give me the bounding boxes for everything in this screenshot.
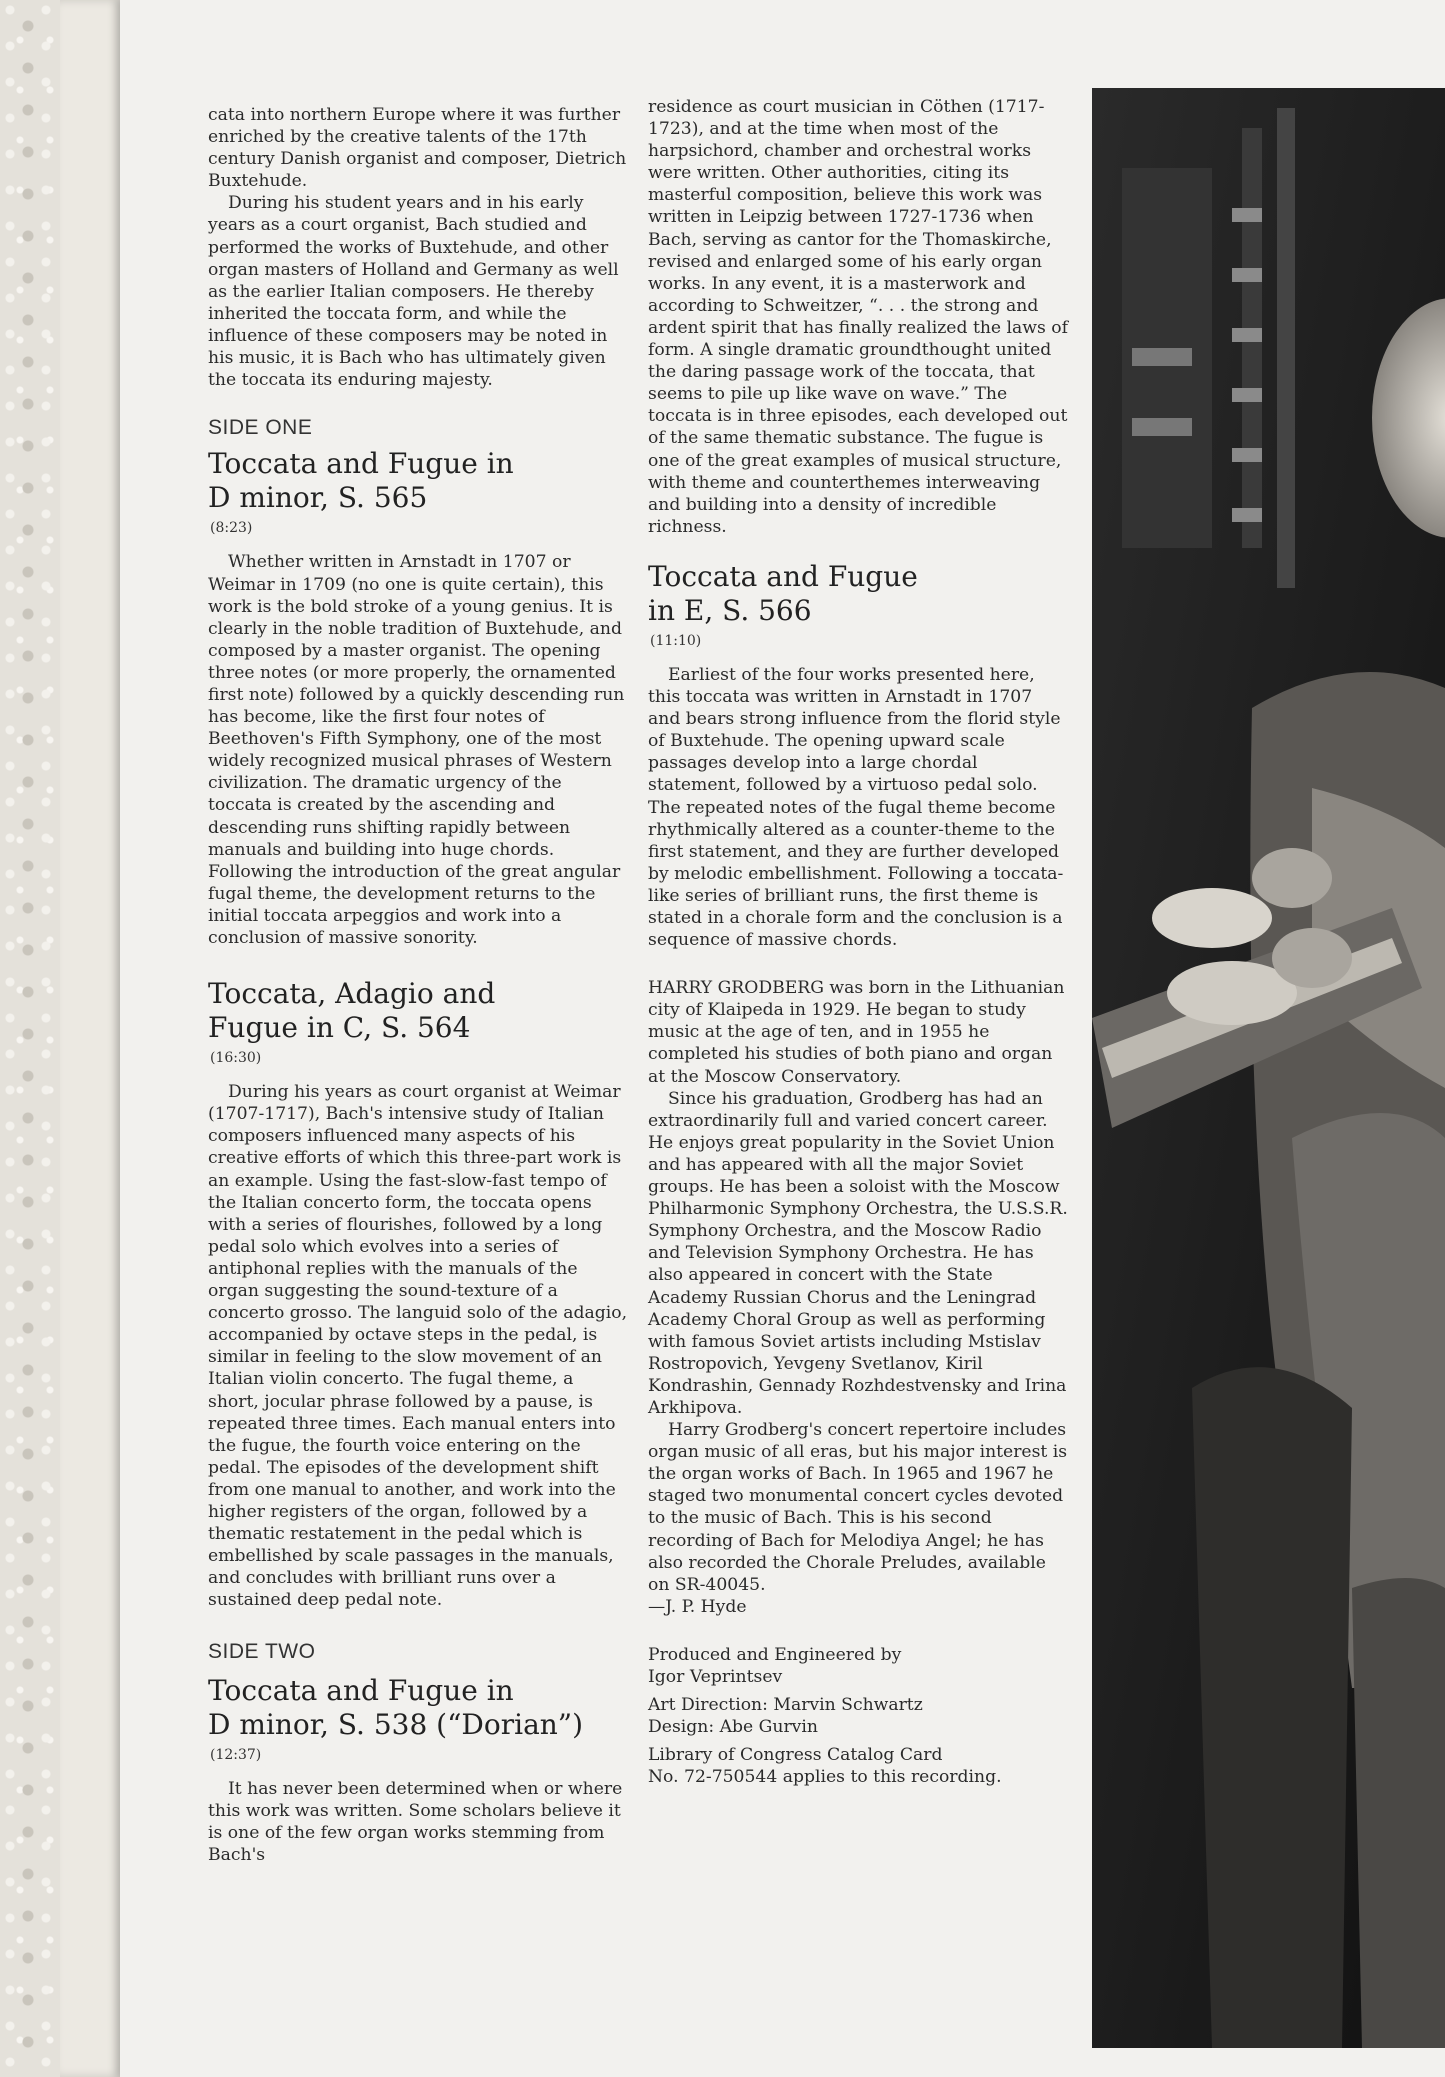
work-description: It has never been determined when or where this work was written. Some scholars believe it is one of the few organ works stemming from Bach's [208,1778,623,1865]
credit-line: Igor Veprintsev [648,1667,783,1687]
work-duration: (11:10) [650,632,702,649]
continued-paragraph: residence as court musician in Cöthen (1717-1723), and at the time when most of the harpsichord, chamber and orchestral works were written. Other authorities, citing its masterful composition, believe this work was written in Leipzig between 1727-1736 when Bach, serving as cantor for the Thomaskirche, revised and enlarged some of his early organ works. In any event, it is a masterwork and according to Schweitzer, “. . . the strong and ardent spirit that has finally realized the laws of form. A single dramatic groundthought united the daring passage work of the toccata, that seems to pile up like wave on wave.” The toccata is in three episodes, each developed out of the same thematic substance. The fugue is one of the great examples of musical structure, with theme and counterthemes interweaving and building into a density of incredible richness. [648,97,1069,537]
credit-line: Design: Abe Gurvin [648,1717,818,1738]
work-title: Toccata and Fugue in [208,447,514,481]
work-title: D minor, S. 538 (“Dorian”) [208,1707,584,1741]
author-signature: —J. P. Hyde [648,1596,747,1617]
bio-paragraph: Since his graduation, Grodberg has had an extraordinarily full and varied concert career. He enjoys great popularity in the Soviet Union and has appeared with all the major Soviet groups. He has been a soloist with the Moscow Philharmonic Symphony Orchestra, the U.S.S.R. Symphony Orchestra, and the Moscow Radio and Television Symphony Orchestra. He has also appeared in concert with the State Academy Russian Chorus and the Leningrad Academy Choral Group as well as performing with famous Soviet artists including Mstislav Rostropovich, Yevgeny Svetlanov, Kiril Kondrashin, Gennady Rozhdestvensky and Irina Arkhipova. [648,1088,1068,1418]
work-description: Whether written in Arnstadt in 1707 or Weimar in 1709 (no one is quite certain), this work is the bold stroke of a young genius. It is clearly in the noble tradition of Buxtehude, and composed by a master organist. The opening three notes (or more properly, the ornamented first note) followed by a quickly descending run has become, like the first four notes of Beethoven's Fifth Symphony, one of the most widely recognized musical phrases of Western civilization. The dramatic urgency of the toccata is created by the ascending and descending runs shifting rapidly between manuals and building into huge chords. Following the introduction of the great angular fugal theme, the development returns to the initial toccata arpeggios and work into a conclusion of massive sonority. [208,552,625,948]
bio-paragraph: Harry Grodberg's concert repertoire includes organ music of all eras, but his major interest is the organ works of Bach. In 1965 and 1967 he staged two monumental concert cycles devoted to the music of Bach. This is his second recording of Bach for Melodiya Angel; he has also recorded the Chorale Preludes, available on SR-40045. [648,1420,1068,1595]
credit-line: Library of Congress Catalog Card [648,1745,943,1766]
work-title: D minor, S. 565 [208,481,428,515]
credit-line: Art Direction: Marvin Schwartz [648,1695,923,1716]
production-credits [648,1644,1068,1789]
bio-paragraph: HARRY GRODBERG was born in the Lithuanian city of Klaipeda in 1929. He began to study music at the age of ten, and in 1955 he completed his studies of both piano and organ at the Moscow Conservatory. [648,978,1065,1087]
work-title: Fugue in C, S. 564 [208,1011,471,1045]
work-duration: (8:23) [210,520,253,537]
work-duration: (16:30) [210,1050,262,1067]
work-title: Toccata, Adagio and [208,977,496,1011]
liner-notes-page [120,0,1445,2077]
credit-line: Produced and Engineered by [648,1644,902,1665]
credit-line: No. 72-750544 applies to this recording. [648,1767,1002,1788]
work-title: Toccata and Fugue [648,559,918,593]
side-one-label: SIDE ONE [208,416,313,440]
organist-portrait-photo [1092,88,1445,2048]
work-description: During his years as court organist at Weimar (1707-1717), Bach's intensive study of Italian composers influenced many aspects of his creative efforts of which this three-part work is an example. Using the fast-slow-fast tempo of the Italian concerto form, the toccata opens with a series of flourishes, followed by a long pedal solo which evolves into a series of antiphonal replies with the manuals of the organ suggesting the sound-texture of a concerto grosso. The languid solo of the adagio, accompanied by octave steps in the pedal, is similar in feeling to the slow movement of an Italian violin concerto. The fugal theme, a short, jocular phrase followed by a pause, is repeated three times. Each manual enters into the fugue, the fourth voice entering on the pedal. The episodes of the development shift from one manual to another, and work into the higher registers of the organ, followed by a thematic restatement in the pedal which is embellished by scale passages in the manuals, and concludes with brilliant runs over a sustained deep pedal note. [208,1082,628,1611]
work-description: Earliest of the four works presented here, this toccata was written in Arnstadt in 1707 and bears strong influence from the florid style of Buxtehude. The opening upward scale passages develop into a large chordal statement, followed by a virtuoso pedal solo. The repeated notes of the fugal theme become rhythmically altered as a counter-theme to the first statement, and they are further developed by melodic embellishment. Following a toccata-like series of brilliant runs, the first theme is stated in a chorale form and the conclusion is a sequence of massive chords. [648,664,1064,951]
portrait-illustration [1092,88,1445,2048]
work-duration: (12:37) [210,1746,262,1763]
intro-paragraph: cata into northern Europe where it was further enriched by the creative talents of the 17th century Danish organist and composer, Dietrich Buxtehude. [208,105,627,192]
middle-column [648,96,1068,1788]
left-column [208,104,628,1866]
intro-paragraph: During his student years and in his early years as a court organist, Bach studied and performed the works of Buxtehude, and other organ masters of Holland and Germany as well as the earlier Italian composers. He thereby inherited the toccata form, and while the influence of these composers may be noted in his music, it is Bach who has ultimately given the toccata its enduring majesty. [208,193,619,391]
work-title: in E, S. 566 [648,593,812,627]
work-title: Toccata and Fugue in [208,1673,514,1707]
side-two-label: SIDE TWO [208,1640,316,1664]
